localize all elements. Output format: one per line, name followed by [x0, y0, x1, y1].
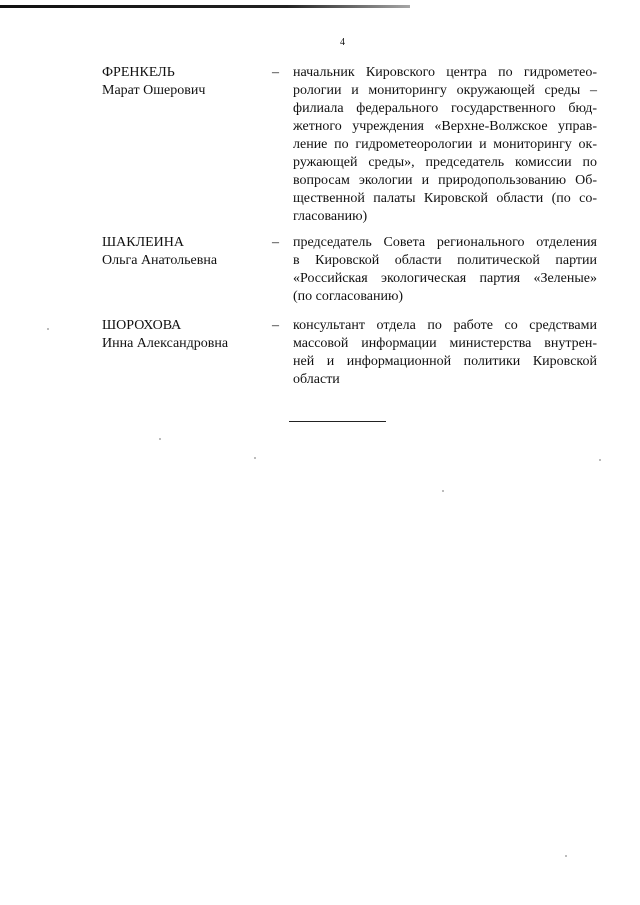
member-given-names: Инна Александровна: [102, 336, 229, 351]
description-line: председатель Совета регионального отделения: [293, 235, 597, 250]
description-line: ление по гидрометеорологии и мониторингу ок-: [293, 137, 597, 152]
scan-top-rule: [0, 5, 410, 8]
scan-speck: [159, 438, 161, 440]
member-position-description: [293, 64, 597, 226]
description-line: ружающей среды», председатель комиссии по: [293, 155, 597, 170]
scan-speck: [47, 328, 49, 330]
description-line: рологии и мониторингу окружающей среды –: [293, 83, 597, 98]
description-line: щественной палаты Кировской области (по со-: [293, 191, 597, 206]
description-line: филиала федерального государственного бюд-: [293, 101, 597, 116]
description-line: консультант отдела по работе со средствами: [293, 318, 597, 333]
description-line: области: [293, 372, 340, 387]
description-line: в Кировской области политической партии: [293, 253, 597, 268]
scan-speck: [599, 459, 601, 461]
page-number: 4: [340, 37, 345, 48]
scan-speck: [442, 490, 444, 492]
description-line: вопросам экологии и природопользованию Об-: [293, 173, 597, 188]
description-line: жетного учреждения «Верхне-Волжское управ-: [293, 119, 597, 134]
member-given-names: Ольга Анатольевна: [102, 253, 218, 268]
entry-dash: –: [272, 235, 279, 250]
member-name: [102, 234, 272, 270]
member-surname: ФРЕНКЕЛЬ: [102, 65, 175, 80]
description-line: гласованию): [293, 209, 368, 224]
member-name: [102, 64, 272, 100]
scan-speck: [565, 855, 567, 857]
entry-dash: –: [272, 318, 279, 333]
description-line: «Российская экологическая партия «Зеленые»: [293, 271, 597, 286]
member-name: [102, 317, 272, 353]
description-line: (по согласованию): [293, 289, 404, 304]
member-position-description: [293, 234, 597, 306]
member-surname: ШАКЛЕИНА: [102, 235, 184, 250]
description-line: массовой информации министерства внутрен-: [293, 336, 597, 351]
entry-dash: –: [272, 65, 279, 80]
closing-rule: [289, 421, 386, 422]
member-surname: ШОРОХОВА: [102, 318, 182, 333]
member-position-description: [293, 317, 597, 389]
description-line: ней и информационной политики Кировской: [293, 354, 597, 369]
scan-speck: [254, 457, 256, 459]
description-line: начальник Кировского центра по гидрометео-: [293, 65, 597, 80]
member-given-names: Марат Ошерович: [102, 83, 206, 98]
